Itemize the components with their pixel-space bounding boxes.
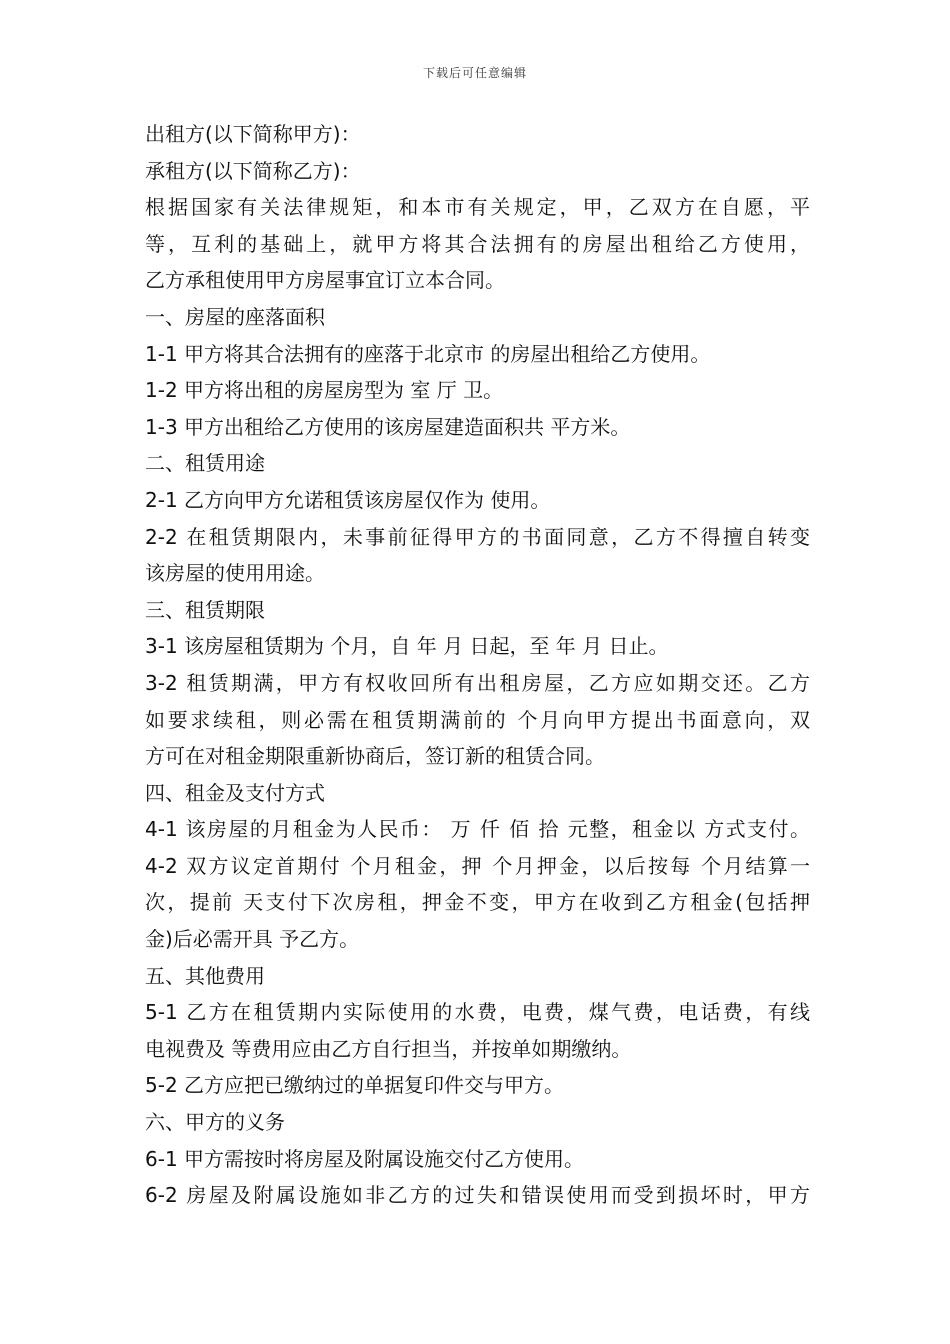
document-line: 六、甲方的义务: [145, 1110, 285, 1135]
document-line: 2-2 在租赁期限内，未事前征得甲方的书面同意，乙方不得擅自转变: [145, 524, 810, 549]
document-body: [145, 116, 810, 1214]
document-line: 6-1 甲方需按时将房屋及附属设施交付乙方使用。: [145, 1146, 585, 1171]
document-line: 二、租赁用途: [145, 451, 265, 476]
document-line: 4-1 该房屋的月租金为人民币： 万 仟 佰 拾 元整，租金以 方式支付。: [145, 817, 810, 842]
document-line: 1-2 甲方将出租的房屋房型为 室 厅 卫。: [145, 378, 504, 403]
document-line: 电视费及 等费用应由乙方自行担当，并按单如期缴纳。: [145, 1036, 632, 1061]
document-line: 5-1 乙方在租赁期内实际使用的水费，电费，煤气费，电话费，有线: [145, 1000, 810, 1025]
document-line: 乙方承租使用甲方房屋事宜订立本合同。: [145, 268, 505, 293]
document-line: 出租方(以下简称甲方)：: [145, 122, 361, 146]
document-line: 方可在对租金期限重新协商后，签订新的租赁合同。: [145, 744, 605, 769]
document-line: 1-3 甲方出租给乙方使用的该房屋建造面积共 平方米。: [145, 414, 631, 439]
document-line: 四、租金及支付方式: [145, 780, 325, 805]
document-line: 一、房屋的座落面积: [145, 304, 325, 329]
document-line: 根据国家有关法律规矩，和本市有关规定，甲，乙双方在自愿，平: [145, 195, 810, 220]
document-line: 承租方(以下简称乙方)：: [145, 158, 361, 183]
document-line: 等，互利的基础上，就甲方将其合法拥有的房屋出租给乙方使用，: [145, 231, 810, 256]
document-line: 3-2 租赁期满，甲方有权收回所有出租房屋，乙方应如期交还。乙方: [145, 670, 810, 695]
document-line: 4-2 双方议定首期付 个月租金，押 个月押金，以后按每 个月结算一: [145, 853, 810, 878]
document-line: 三、租赁期限: [145, 597, 265, 622]
document-line: 该房屋的使用用途。: [145, 561, 325, 586]
document-line: 次，提前 天支付下次房租，押金不变，甲方在收到乙方租金(包括押: [145, 890, 810, 915]
document-line: 金)后必需开具 予乙方。: [145, 927, 360, 952]
document-line: 3-1 该房屋租赁期为 个月，自 年 月 日起，至 年 月 日止。: [145, 634, 669, 659]
document-line: 6-2 房屋及附属设施如非乙方的过失和错误使用而受到损坏时，甲方: [145, 1183, 810, 1208]
document-line: 2-1 乙方向甲方允诺租赁该房屋仅作为 使用。: [145, 487, 551, 512]
document-line: 如要求续租，则必需在租赁期满前的 个月向甲方提出书面意向，双: [145, 707, 810, 732]
document-line: 1-1 甲方将其合法拥有的座落于北京市 的房屋出租给乙方使用。: [145, 341, 711, 366]
page-header: 下载后可任意编辑: [422, 66, 527, 80]
document-line: 5-2 乙方应把已缴纳过的单据复印件交与甲方。: [145, 1073, 565, 1098]
document-line: 五、其他费用: [145, 963, 265, 988]
